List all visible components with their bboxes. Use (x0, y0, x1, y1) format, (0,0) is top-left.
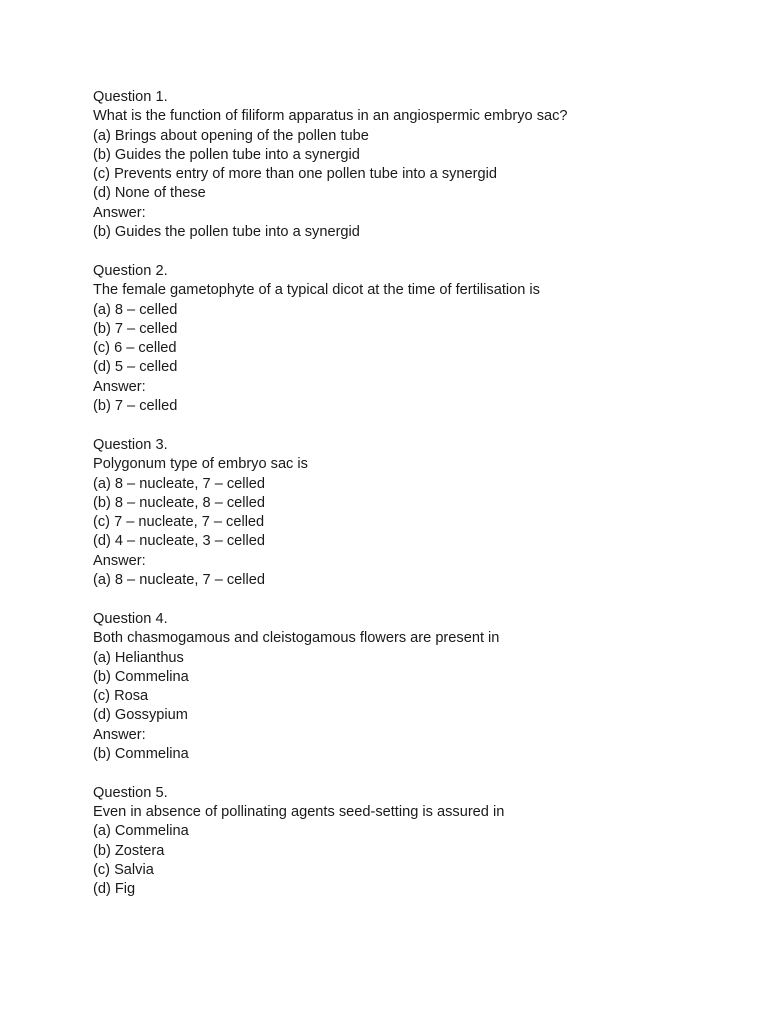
answer-label: Answer: (93, 726, 146, 743)
answer-text: (b) Commelina (93, 745, 189, 762)
question-block-3 (93, 436, 733, 590)
question-block-2 (93, 262, 733, 416)
option-b: (b) Guides the pollen tube into a synergid (93, 146, 360, 163)
question-heading: Question 1. (93, 89, 168, 105)
question-block-1 (93, 88, 733, 242)
option-a: (a) 8 – celled (93, 301, 178, 318)
option-d: (d) None of these (93, 185, 206, 202)
question-text: What is the function of filiform apparatus in an angiospermic embryo sac? (93, 108, 568, 125)
option-c: (c) 6 – celled (93, 340, 177, 357)
question-heading: Question 4. (93, 610, 168, 627)
answer-text: (b) Guides the pollen tube into a synergid (93, 224, 360, 241)
option-d: (d) Fig (93, 881, 136, 898)
option-a: (a) Brings about opening of the pollen tube (93, 127, 369, 144)
question-block-5 (93, 784, 733, 900)
question-text: Even in absence of pollinating agents seed-setting is assured in (93, 804, 505, 821)
option-c: (c) Salvia (93, 862, 154, 879)
answer-text: (b) 7 – celled (93, 398, 178, 415)
option-c: (c) 7 – nucleate, 7 – celled (93, 514, 265, 531)
answer-label: Answer: (93, 204, 146, 221)
option-b: (b) Zostera (93, 842, 165, 859)
option-d: (d) 4 – nucleate, 3 – celled (93, 533, 265, 550)
question-text: Both chasmogamous and cleistogamous flowers are present in (93, 630, 500, 647)
option-b: (b) 7 – celled (93, 320, 178, 337)
question-text: Polygonum type of embryo sac is (93, 456, 308, 473)
question-heading: Question 3. (93, 436, 168, 453)
answer-label: Answer: (93, 552, 146, 569)
option-b: (b) Commelina (93, 668, 189, 685)
option-b: (b) 8 – nucleate, 8 – celled (93, 494, 265, 511)
option-a: (a) Helianthus (93, 649, 184, 666)
option-d: (d) 5 – celled (93, 359, 178, 376)
question-block-4 (93, 610, 733, 764)
answer-label: Answer: (93, 378, 146, 395)
option-a: (a) 8 – nucleate, 7 – celled (93, 475, 265, 492)
option-c: (c) Rosa (93, 688, 149, 705)
question-heading: Question 5. (93, 784, 168, 801)
question-text: The female gametophyte of a typical dicot at the time of fertilisation is (93, 282, 540, 299)
option-d: (d) Gossypium (93, 707, 188, 724)
document-page (93, 88, 733, 919)
option-a: (a) Commelina (93, 823, 189, 840)
question-heading: Question 2. (93, 262, 168, 279)
option-c: (c) Prevents entry of more than one pollen tube into a synergid (93, 166, 497, 183)
answer-text: (a) 8 – nucleate, 7 – celled (93, 572, 265, 589)
